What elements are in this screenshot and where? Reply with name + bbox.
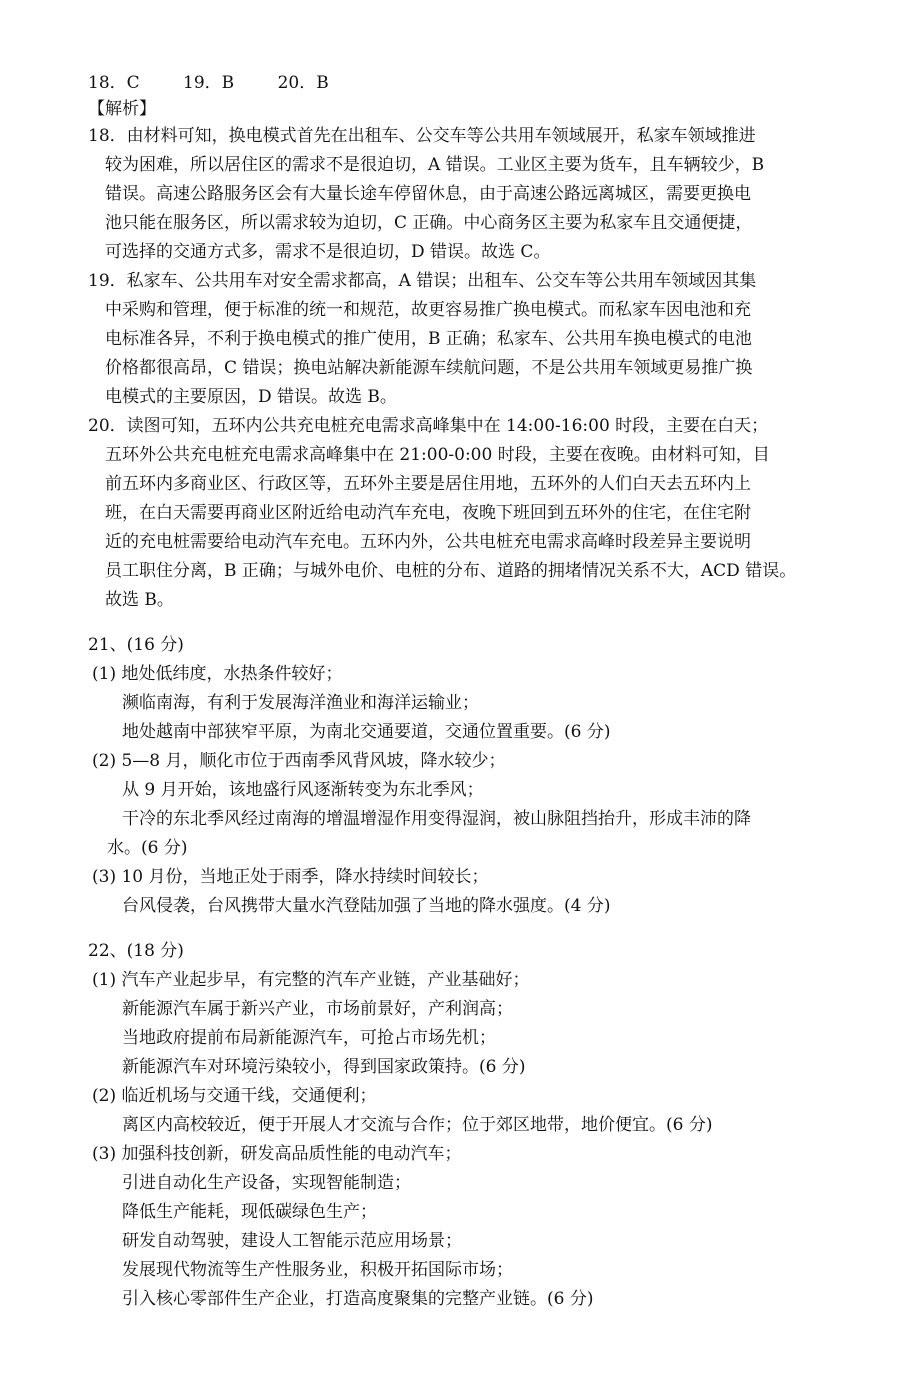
answer-20: 20．B xyxy=(277,73,329,93)
q22-line: 引进自动化生产设备，实现智能制造； xyxy=(122,1173,411,1193)
q20-line: 近的充电桩需要给电动汽车充电。五环内外，公共电桩充电需求高峰时段差异主要说明 xyxy=(105,532,751,552)
q18-line: 18．由材料可知，换电模式首先在出租车、公交车等公共用车领域展开，私家车领域推进 xyxy=(88,126,756,146)
q22-heading: 22、(18 分) xyxy=(88,941,184,961)
q21-line: 从 9 月开始，该地盛行风逐渐转变为东北季风； xyxy=(122,780,484,800)
q22-line: 新能源汽车对环境污染较小，得到国家政策持。(6 分) xyxy=(122,1057,526,1077)
q21-line: 台风侵袭，台风携带大量水汽登陆加强了当地的降水强度。(4 分) xyxy=(122,896,611,916)
q21-line: 水。(6 分) xyxy=(107,838,188,858)
q22-line: 离区内高校较近，便于开展人才交流与合作；位于郊区地带，地价便宜。(6 分) xyxy=(122,1115,713,1135)
q20-line: 五环外公共充电桩充电需求高峰集中在 21:00-0:00 时段，主要在夜晚。由材料可知，目 xyxy=(105,445,770,465)
q18-line: 可选择的交通方式多，需求不是很迫切，D 错误。故选 C。 xyxy=(105,242,551,262)
q19-line: 中采购和管理，便于标准的统一和规范，故更容易推广换电模式。而私家车因电池和充 xyxy=(105,300,751,320)
q22-line: 新能源汽车属于新兴产业，市场前景好，产利润高； xyxy=(122,999,513,1019)
q22-line: 当地政府提前布局新能源汽车，可抢占市场先机； xyxy=(122,1028,496,1048)
q19-line: 19．私家车、公共用车对安全需求都高，A 错误；出租车、公交车等公共用车领域因其集 xyxy=(88,271,757,291)
q22-line: (2) 临近机场与交通干线，交通便利； xyxy=(92,1086,377,1106)
answer-key-row xyxy=(88,70,367,96)
q21-line: (2) 5—8 月，顺化市位于西南季风背风坡，降水较少； xyxy=(92,751,506,771)
q18-line: 池只能在服务区，所以需求较为迫切，C 正确。中心商务区主要为私家车且交通便捷， xyxy=(105,213,753,233)
q22-line: 引入核心零部件生产企业，打造高度聚集的完整产业链。(6 分) xyxy=(122,1289,594,1309)
answer-19: 19．B xyxy=(183,73,235,93)
q20-line: 故选 B。 xyxy=(105,590,174,610)
q20-line: 员工职住分离，B 正确；与城外电价、电桩的分布、道路的拥堵情况关系不大，ACD 错误。 xyxy=(105,561,797,581)
answer-18: 18．C xyxy=(88,73,140,93)
q22-line: 发展现代物流等生产性服务业，积极开拓国际市场； xyxy=(122,1260,513,1280)
q20-line: 班，在白天需要再商业区附近给电动汽车充电，夜晚下班回到五环外的住宅，在住宅附 xyxy=(105,503,751,523)
q20-line: 前五环内多商业区、行政区等，五环外主要是居住用地，五环外的人们白天去五环内上 xyxy=(105,474,751,494)
q21-line: (1) 地处低纬度，水热条件较好； xyxy=(92,664,343,684)
q20-line: 20．读图可知，五环内公共充电桩充电需求高峰集中在 14:00-16:00 时段，主要在白天； xyxy=(88,416,769,436)
q22-line: (3) 加强科技创新，研发高品质性能的电动汽车； xyxy=(92,1144,462,1164)
q19-line: 价格都很高昂，C 错误；换电站解决新能源车续航问题，不是公共用车领域更易推广换 xyxy=(105,358,753,378)
q21-line: 干冷的东北季风经过南海的增温增湿作用变得湿润，被山脉阻挡抬升，形成丰沛的降 xyxy=(122,809,751,829)
q21-line: 濒临南海，有利于发展海洋渔业和海洋运输业； xyxy=(122,693,479,713)
q19-line: 电模式的主要原因，D 错误。故选 B。 xyxy=(105,387,397,407)
analysis-heading: 【解析】 xyxy=(88,99,156,119)
q22-line: 降低生产能耗，现低碳绿色生产； xyxy=(122,1202,377,1222)
q18-line: 较为困难，所以居住区的需求不是很迫切，A 错误。工业区主要为货车，且车辆较少，B xyxy=(105,155,765,175)
q22-line: (1) 汽车产业起步早，有完整的汽车产业链，产业基础好； xyxy=(92,970,530,990)
q21-line: (3) 10 月份，当地正处于雨季，降水持续时间较长； xyxy=(92,867,489,887)
q19-line: 电标准各异，不利于换电模式的推广使用，B 正确；私家车、公共用车换电模式的电池 xyxy=(105,329,752,349)
q18-line: 错误。高速公路服务区会有大量长途车停留休息，由于高速公路远离城区，需要更换电 xyxy=(105,184,751,204)
q21-heading: 21、(16 分) xyxy=(88,635,184,655)
q21-line: 地处越南中部狭窄平原，为南北交通要道，交通位置重要。(6 分) xyxy=(122,722,611,742)
q22-line: 研发自动驾驶，建设人工智能示范应用场景； xyxy=(122,1231,462,1251)
